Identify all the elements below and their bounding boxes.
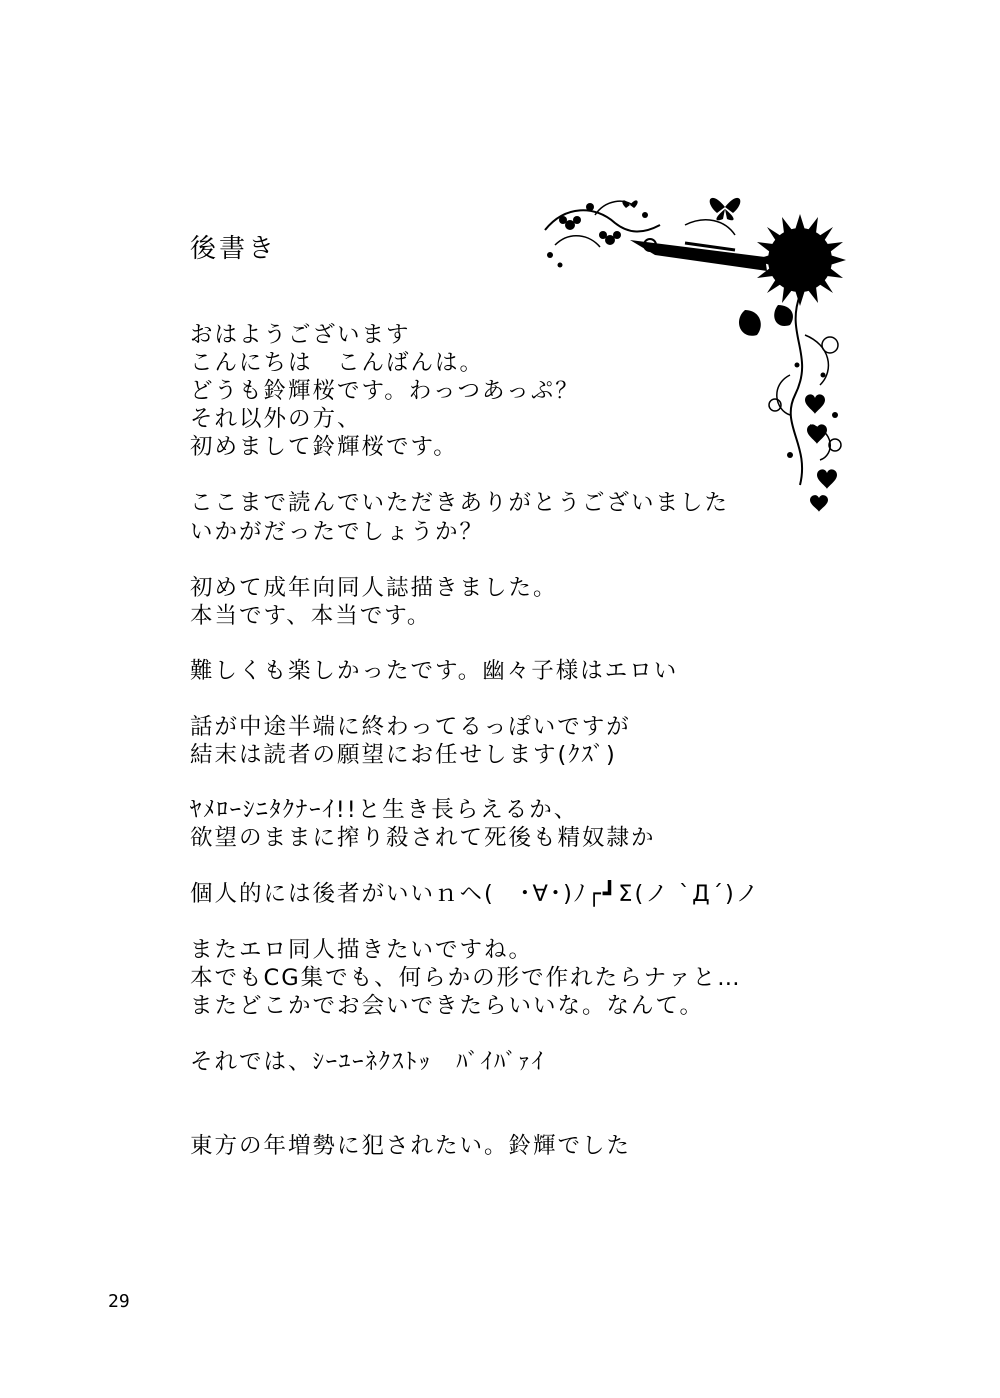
text-line: 本でもCG集でも、何らかの形で作れたらナァと… (190, 965, 742, 991)
text-line: またどこかでお会いできたらいいな。なんて。 (190, 993, 705, 1019)
text-line: 初めまして鈴輝桜です。 (190, 434, 458, 460)
text-line: どうも鈴輝桜です。わっつあっぷ？ (190, 378, 580, 404)
text-line: 結末は読者の願望にお任せします(ｸｽﾞ) (190, 742, 617, 768)
text-line: こんにちは こんばんは。 (190, 350, 485, 376)
text-line: 初めて成年向同人誌描きました。 (190, 575, 558, 601)
text-line: それでは、ｼｰﾕｰﾈｸｽﾄｯ ﾊﾞｲﾊﾞｧｲ (190, 1049, 546, 1075)
text-line: 欲望のままに搾り殺されて死後も精奴隷か (190, 825, 656, 851)
text-line: それ以外の方、 (190, 406, 362, 432)
page-title: 後書き (190, 234, 278, 264)
text-line: ﾔﾒﾛｰｼﾆﾀｸﾅｰｲ!!と生き長らえるか、 (190, 797, 579, 823)
text-line: ここまで読んでいただきありがとうございました (190, 490, 730, 516)
text-line: 東方の年増勢に犯されたい。鈴輝でした (190, 1133, 632, 1159)
text-line: 本当です、本当です。 (190, 603, 432, 629)
text-line: またエロ同人描きたいですね。 (190, 937, 534, 963)
text-line: いかがだったでしょうか？ (190, 519, 485, 545)
floral-butterfly-heart-corner-icon (535, 185, 855, 525)
text-line: 個人的には後者がいいｎヘ( ･∀･)ﾉ┌┛Σ(ノ `Д´)ノ (190, 881, 761, 907)
page-number: 29 (108, 1291, 130, 1312)
text-line: おはようございます (190, 322, 411, 348)
text-line: 話が中途半端に終わってるっぽいですが (190, 714, 631, 740)
text-line: 難しくも楽しかったです。幽々子様はエロい (190, 658, 679, 684)
